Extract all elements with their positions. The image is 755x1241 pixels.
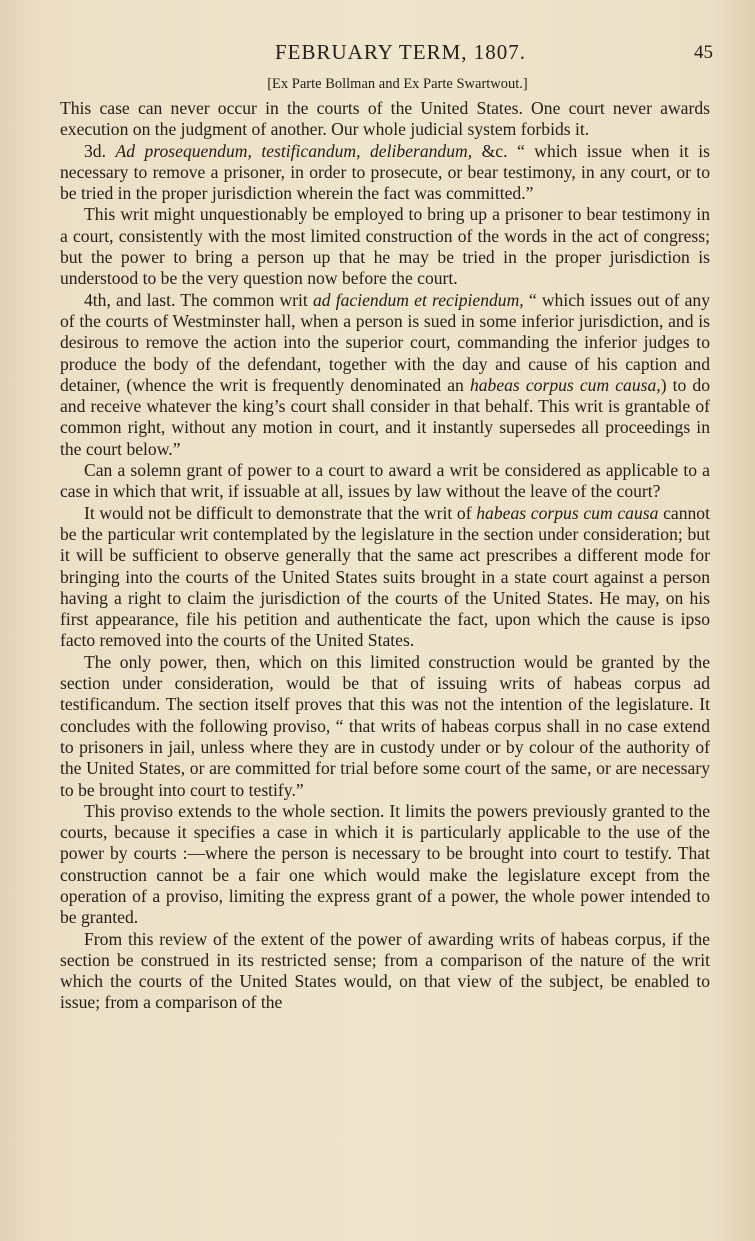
paragraph: It would not be difficult to demonstrate that the writ of habeas corpus cum causa cannot be the particular writ contemplated by the legislature in the section under consideration; but it will be sufficient to observe generally that the same act prescribes a different mode for bringing into the courts of the United States suits brought in a state court against a person having a right to claim the jurisdiction of the courts of the United States. He may, on his first appearance, file his petition and authenticate the fact, upon which the cause is ipso facto removed into the courts of the United States. [60,502,710,651]
paragraph: Can a solemn grant of power to a court to award a writ be considered as applicable to a case in which that writ, if issuable at all, issues by law without the leave of the court? [60,460,710,502]
paragraph: 3d. Ad prosequendum, testificandum, deliberandum, &c. “ which issue when it is necessary to remove a prisoner, in order to prosecute, or bear testimony, in any court, or to be tried in the proper jurisdiction wherein the fact was committed.” [60,140,711,204]
paragraph: This writ might unquestionably be employed to bring up a prisoner to bear testimony in a court, consistently with the most limited construction of the words in the act of congress; but the power to bring a person up that he may be tried in the proper jurisdiction is understood to be the very question now before the court. [60,204,710,289]
running-head [88,40,713,66]
paragraph: This case can never occur in the courts of the United States. One court never awards execution on the judgment of another. Our whole judicial system forbids it. [60,98,710,140]
case-subhead: [Ex Parte Bollman and Ex Parte Swartwout.] [267,76,528,92]
paragraph: This proviso extends to the whole section. It limits the powers previously granted to the courts, because it specifies a case in which it is particularly applicable to the use of the power by courts :—where the person is necessary to be brought into court to testify. That construction cannot be a fair one which would make the legislature except from the operation of a proviso, limiting the express grant of a power, the whole power intended to be granted. [60,800,710,928]
page-number: 45 [694,42,713,63]
body-text [60,98,710,1014]
paragraph: 4th, and last. The common writ ad faciendum et recipiendum, “ which issues out of any of the courts of Westminster hall, when a person is sued in some inferior jurisdiction, and is desirous to remove the action into the superior court, commanding the inferior judges to produce the body of the defendant, together with the day and cause of his caption and detainer, (whence the writ is frequently denominated an habeas corpus cum causa,) to do and receive whatever the king’s court shall consider in that behalf. This writ is grantable of common right, without any motion in court, and it instantly supersedes all proceedings in the court below.” [60,289,710,459]
paragraph: The only power, then, which on this limited construction would be granted by the section under consideration, would be that of issuing writs of habeas corpus ad testificandum. The section itself proves that this was not the intention of the legislature. It concludes with the following proviso, “ that writs of habeas corpus shall in no case extend to prisoners in jail, unless where they are in custody under or by colour of the authority of the United States, or are committed for trial before some court of the same, or are necessary to be brought into court to testify.” [60,651,710,800]
paragraph: From this review of the extent of the power of awarding writs of habeas corpus, if the section be construed in its restricted sense; from a comparison of the nature of the writ which the courts of the United States would, on that view of the subject, be enabled to issue; from a comparison of the [60,928,710,1013]
running-title: FEBRUARY TERM, 1807. [274,40,527,64]
